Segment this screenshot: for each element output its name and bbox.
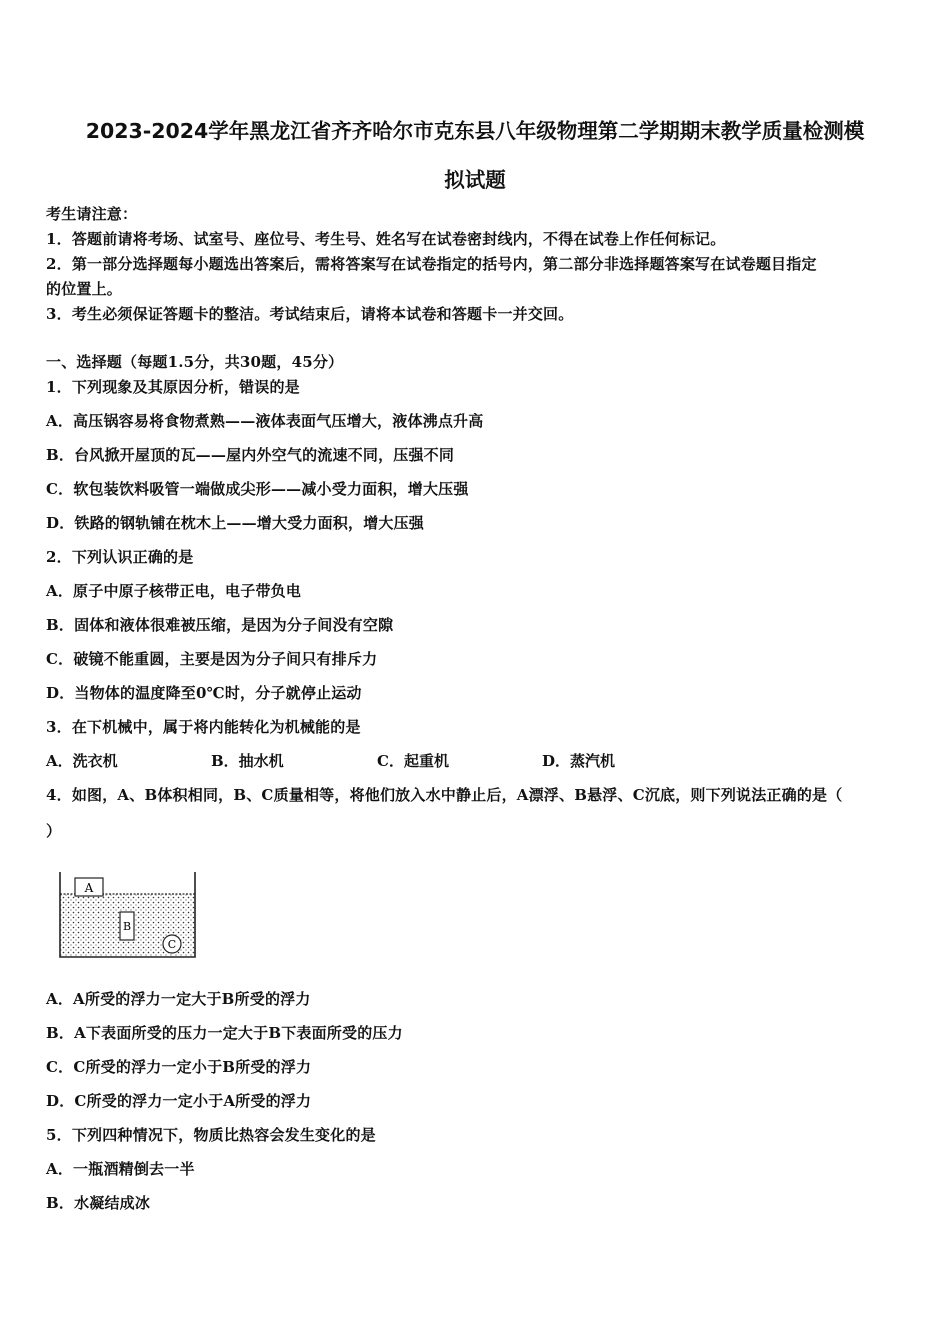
q1-option-c: C．软包装饮料吸管一端做成尖形——减小受力面积，增大压强	[46, 480, 469, 498]
q4-figure-container	[57, 866, 199, 960]
label-b: B	[122, 920, 132, 933]
q4-option-c: C．C所受的浮力一定小于B所受的浮力	[46, 1058, 312, 1076]
q3-option-c: C．起重机	[377, 752, 449, 770]
q5-stem: 5．下列四种情况下，物质比热容会发生变化的是	[46, 1126, 376, 1144]
label-a: A	[84, 881, 94, 895]
section-heading: 一、选择题（每题1.5分，共30题，45分）	[46, 353, 344, 371]
q4-option-d: D．C所受的浮力一定小于A所受的浮力	[46, 1092, 312, 1110]
q4-option-a: A．A所受的浮力一定大于B所受的浮力	[46, 990, 311, 1008]
q1-option-b: B．台风掀开屋顶的瓦——屋内外空气的流速不同，压强不同	[46, 446, 455, 464]
q1-option-a: A．高压锅容易将食物煮熟——液体表面气压增大，液体沸点升高	[46, 412, 484, 430]
q2-option-c: C．破镜不能重圆，主要是因为分子间只有排斥力	[46, 650, 378, 668]
q3-stem: 3．在下机械中，属于将内能转化为机械能的是	[46, 718, 361, 736]
q4-stem-close: ）	[46, 822, 62, 840]
notice-item-2-cont: 的位置上。	[46, 280, 123, 298]
q2-option-d: D．当物体的温度降至0℃时，分子就停止运动	[46, 684, 362, 702]
q3-option-a: A．洗衣机	[46, 752, 118, 770]
q4-option-b: B．A下表面所受的压力一定大于B下表面所受的压力	[46, 1024, 403, 1042]
notice-item-3: 3．考生必须保证答题卡的整洁。考试结束后，请将本试卷和答题卡一并交回。	[46, 305, 574, 323]
q5-option-a: A．一瓶酒精倒去一半	[46, 1160, 195, 1178]
q4-stem: 4．如图，A、B体积相同，B、C质量相等，将他们放入水中静止后，A漂浮、B悬浮、C沉底，则下列说法正确的是（	[46, 786, 843, 804]
q1-stem: 1．下列现象及其原因分析，错误的是	[46, 378, 300, 396]
q2-option-b: B．固体和液体很难被压缩，是因为分子间没有空隙	[46, 616, 394, 634]
q1-option-d: D．铁路的钢轨铺在枕木上——增大受力面积，增大压强	[46, 514, 425, 532]
beaker-diagram	[57, 866, 199, 960]
notice-item-1: 1．答题前请将考场、试室号、座位号、考生号、姓名写在试卷密封线内，不得在试卷上作任何标记。	[46, 230, 726, 248]
page-title-line2: 拟试题	[444, 168, 506, 192]
q2-stem: 2．下列认识正确的是	[46, 548, 194, 566]
label-c: C	[167, 938, 177, 951]
q3-option-d: D．蒸汽机	[542, 752, 616, 770]
q5-option-b: B．水凝结成冰	[46, 1194, 151, 1212]
q2-option-a: A．原子中原子核带正电，电子带负电	[46, 582, 302, 600]
notice-heading: 考生请注意：	[46, 205, 138, 223]
q3-option-b: B．抽水机	[211, 752, 284, 770]
page-title-line1: 2023-2024学年黑龙江省齐齐哈尔市克东县八年级物理第二学期期末教学质量检测模	[85, 119, 865, 143]
notice-item-2: 2．第一部分选择题每小题选出答案后，需将答案写在试卷指定的括号内，第二部分非选择题答案写在试卷题目指定	[46, 255, 817, 273]
